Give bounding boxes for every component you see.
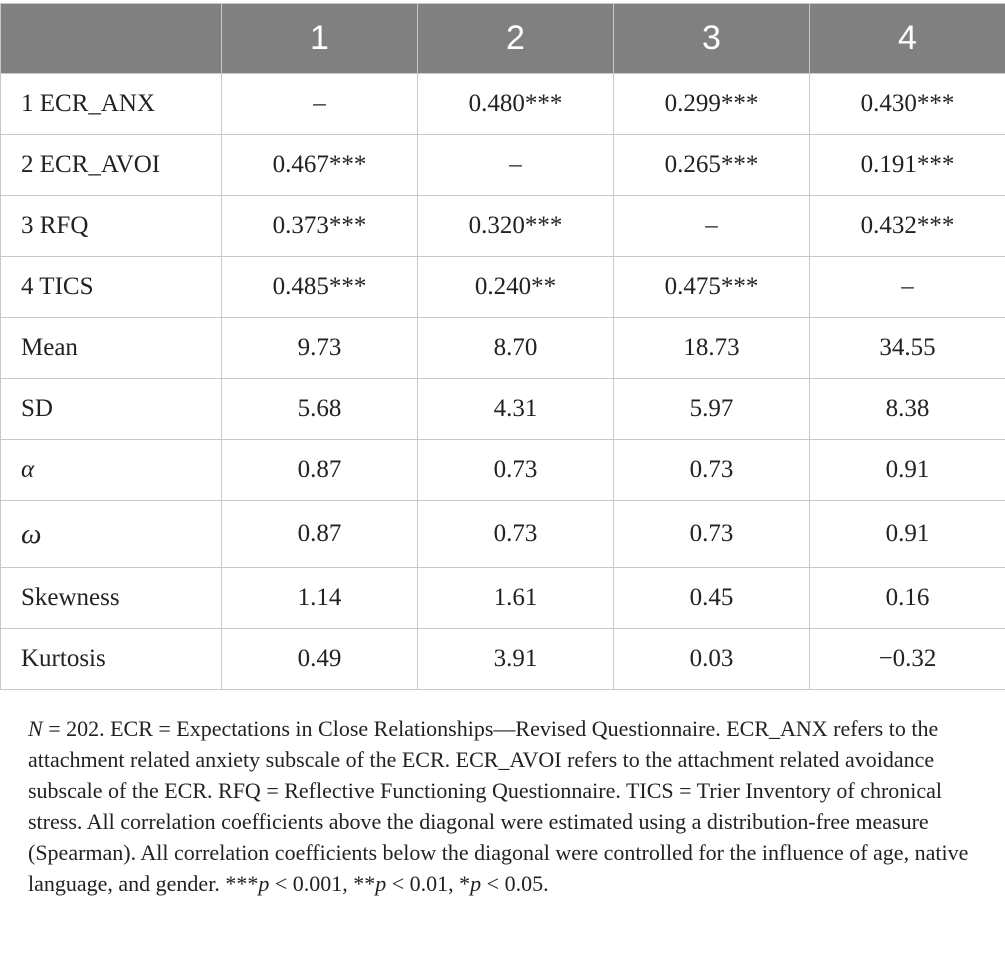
- table-cell: –: [810, 257, 1005, 318]
- header-cell-corner: [1, 4, 222, 74]
- header-row: [1, 4, 1005, 74]
- table-cell: 8.38: [810, 379, 1005, 440]
- sig-threshold: < 0.01,: [386, 871, 460, 896]
- table-row: [1, 196, 1005, 257]
- p-symbol: p: [375, 871, 387, 896]
- table-cell: 8.70: [418, 318, 614, 379]
- row-label: Skewness: [1, 568, 222, 629]
- table-cell: 3.91: [418, 629, 614, 690]
- table-cell: –: [222, 74, 418, 135]
- table-row: [1, 568, 1005, 629]
- table-cell: 34.55: [810, 318, 1005, 379]
- row-label: 2 ECR_AVOI: [1, 135, 222, 196]
- table-cell: 0.87: [222, 501, 418, 568]
- table-cell: –: [418, 135, 614, 196]
- table-cell: –: [614, 196, 810, 257]
- table-cell: 0.475***: [614, 257, 810, 318]
- header-cell: 4: [810, 4, 1005, 74]
- table-cell: 0.320***: [418, 196, 614, 257]
- table-cell: 0.16: [810, 568, 1005, 629]
- sig-stars: **: [353, 871, 376, 896]
- table-cell: 9.73: [222, 318, 418, 379]
- table-cell: 0.73: [614, 440, 810, 501]
- sig-threshold: < 0.001,: [269, 871, 354, 896]
- row-label: SD: [1, 379, 222, 440]
- table-cell: 0.191***: [810, 135, 1005, 196]
- table-cell: 0.299***: [614, 74, 810, 135]
- table-cell: 5.97: [614, 379, 810, 440]
- table-cell: 1.61: [418, 568, 614, 629]
- table-cell: 0.03: [614, 629, 810, 690]
- table-cell: 0.91: [810, 501, 1005, 568]
- table-cell: 0.45: [614, 568, 810, 629]
- table-cell: 0.485***: [222, 257, 418, 318]
- table-cell: 5.68: [222, 379, 418, 440]
- table-cell: 0.432***: [810, 196, 1005, 257]
- table-cell: 0.480***: [418, 74, 614, 135]
- footnote-body: = 202. ECR = Expectations in Close Relationships—Revised Questionnaire. ECR_ANX refers to the attachment related anxiety subscale of the ECR. ECR_AVOI refers to the attachment related avoidance subscale of the ECR. RFQ = Reflective Functioning Questionnaire. TICS = Trier Inventory of chronical stress. All correlation coefficients above the diagonal were estimated using a distribution-free measure (Spearman). All correlation coefficients below the diagonal were controlled for the influence of age, native language, and gender.: [28, 716, 969, 896]
- table-cell: 0.49: [222, 629, 418, 690]
- row-label: Kurtosis: [1, 629, 222, 690]
- row-label: ω: [1, 501, 222, 568]
- header-cell: 2: [418, 4, 614, 74]
- sig-stars: ***: [225, 871, 259, 896]
- n-symbol: N: [28, 716, 43, 741]
- table-row: [1, 501, 1005, 568]
- row-label: 3 RFQ: [1, 196, 222, 257]
- table-cell: 0.467***: [222, 135, 418, 196]
- footnote-text: [28, 713, 978, 899]
- table-cell: 0.91: [810, 440, 1005, 501]
- table-cell: 0.240**: [418, 257, 614, 318]
- row-label: 4 TICS: [1, 257, 222, 318]
- table-row: [1, 379, 1005, 440]
- sig-stars: *: [459, 871, 471, 896]
- row-label: α: [1, 440, 222, 501]
- table-cell: 0.373***: [222, 196, 418, 257]
- table-row: [1, 629, 1005, 690]
- p-symbol: p: [258, 871, 270, 896]
- header-cell: 1: [222, 4, 418, 74]
- table-row: [1, 440, 1005, 501]
- table-row: [1, 257, 1005, 318]
- table-cell: 0.73: [418, 501, 614, 568]
- table-cell: 0.87: [222, 440, 418, 501]
- table-cell: 0.430***: [810, 74, 1005, 135]
- header-cell: 3: [614, 4, 810, 74]
- table-cell: 0.73: [418, 440, 614, 501]
- row-label: Mean: [1, 318, 222, 379]
- table-row: [1, 74, 1005, 135]
- sig-threshold: < 0.05.: [481, 871, 549, 896]
- row-label: 1 ECR_ANX: [1, 74, 222, 135]
- table-row: [1, 318, 1005, 379]
- table-cell: −0.32: [810, 629, 1005, 690]
- p-symbol: p: [470, 871, 482, 896]
- correlation-table: [0, 3, 1005, 690]
- table-cell: 0.265***: [614, 135, 810, 196]
- table-cell: 0.73: [614, 501, 810, 568]
- table-footnote: [28, 713, 978, 899]
- table-cell: 1.14: [222, 568, 418, 629]
- table-cell: 18.73: [614, 318, 810, 379]
- table-row: [1, 135, 1005, 196]
- table-cell: 4.31: [418, 379, 614, 440]
